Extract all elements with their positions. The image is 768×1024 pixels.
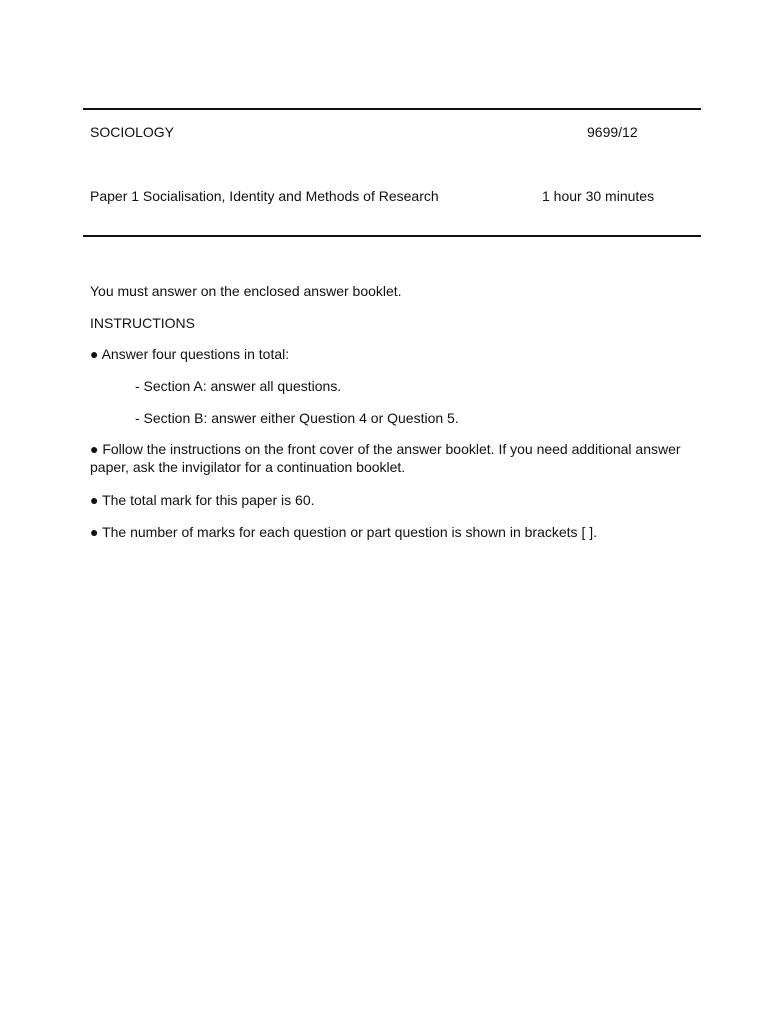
instruction-bullet-total-mark: ● The total mark for this paper is 60.	[90, 492, 315, 508]
subject-title: SOCIOLOGY	[90, 124, 175, 140]
instruction-bullet-answer-four: ● Answer four questions in total:	[90, 346, 290, 362]
instruction-bullet-marks-brackets: ● The number of marks for each question or part question is shown in brackets [ ].	[90, 524, 598, 540]
answer-booklet-note: You must answer on the enclosed answer booklet.	[90, 283, 402, 299]
header-top-rule	[83, 108, 701, 110]
paper-code: 9699/12	[587, 124, 638, 140]
paper-title: Paper 1 Socialisation, Identity and Methods of Research	[90, 188, 439, 204]
instructions-heading: INSTRUCTIONS	[90, 315, 195, 331]
instruction-sub-item-section-a: - Section A: answer all questions.	[135, 378, 342, 394]
instruction-bullet-front-cover: ● Follow the instructions on the front cover of the answer booklet. If you need additional answer paper, ask the invigilator for a continuation booklet.	[90, 441, 681, 475]
exam-duration: 1 hour 30 minutes	[542, 188, 655, 204]
header-bottom-rule	[83, 235, 701, 237]
instruction-sub-item-section-b: - Section B: answer either Question 4 or Question 5.	[135, 410, 459, 426]
